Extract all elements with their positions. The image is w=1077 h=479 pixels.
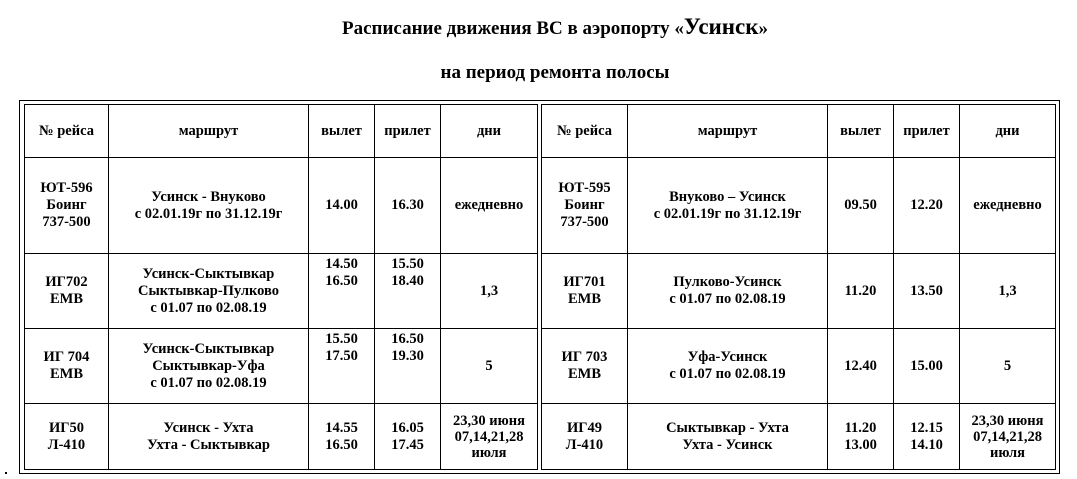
departure-cell <box>309 404 375 470</box>
table-row <box>25 254 538 329</box>
title-city: Усинск <box>683 14 759 39</box>
header-arrival: прилет <box>375 105 441 158</box>
flight-line: ИГ 704 <box>43 349 90 365</box>
departure-line: 16.50 <box>325 436 358 453</box>
route-line: с 01.07 по 02.08.19 <box>669 291 786 307</box>
flight-cell <box>25 329 109 404</box>
arrival-line: 15.50 <box>391 256 424 272</box>
departure-cell <box>309 254 375 329</box>
header-arrival: прилет <box>894 105 960 158</box>
days-line: 1,3 <box>998 282 1017 299</box>
table-row <box>25 158 538 254</box>
arrival-cell <box>375 329 441 404</box>
departure-line: 12.40 <box>844 357 877 374</box>
flight-line: 737-500 <box>560 214 609 230</box>
arrival-line: 16.05 <box>391 419 424 436</box>
route-line: с 02.01.19г по 31.12.19г <box>134 205 283 222</box>
header-flight: № рейса <box>542 105 628 158</box>
table-row <box>542 329 1056 404</box>
route-cell <box>628 329 828 404</box>
days-line: 5 <box>485 357 493 374</box>
arrival-line: 18.40 <box>391 273 424 289</box>
arrival-cell <box>375 158 441 254</box>
arrival-line: 15.00 <box>910 357 943 374</box>
days-cell <box>441 404 538 470</box>
route-cell <box>628 254 828 329</box>
flight-line: Боинг <box>46 197 87 213</box>
departure-cell <box>828 158 894 254</box>
arrival-line: 16.30 <box>391 197 424 213</box>
page-title <box>0 14 1077 40</box>
table-row <box>542 404 1056 470</box>
route-line: с 02.01.19г по 31.12.19г <box>653 205 802 222</box>
days-cell <box>960 329 1056 404</box>
route-cell <box>109 158 309 254</box>
flight-line: ЕМВ <box>49 366 84 382</box>
route-line: Уфа-Усинск <box>687 349 768 365</box>
route-line: с 01.07 по 02.08.19 <box>150 299 267 316</box>
days-cell <box>441 158 538 254</box>
arrival-line: 12.20 <box>910 197 943 213</box>
flight-cell <box>542 254 628 329</box>
departure-line: 15.50 <box>325 331 358 347</box>
arrival-line: 17.45 <box>391 436 424 453</box>
days-cell <box>441 254 538 329</box>
days-cell <box>960 254 1056 329</box>
table-row <box>542 158 1056 254</box>
flight-line: ИГ50 <box>48 419 84 436</box>
flight-line: ИГ 703 <box>561 349 608 365</box>
flight-cell <box>25 404 109 470</box>
arrival-cell <box>894 404 960 470</box>
flight-cell <box>542 404 628 470</box>
flight-line: ИГ701 <box>563 274 606 290</box>
departure-cell <box>309 329 375 404</box>
header-route: маршрут <box>628 105 828 158</box>
flight-line: 737-500 <box>42 214 91 230</box>
flight-cell <box>25 254 109 329</box>
route-line: Усинск-Сыктывкар <box>142 340 275 357</box>
flight-line: ЕМВ <box>49 291 84 307</box>
arrival-line: 12.15 <box>910 419 943 436</box>
table-header-row <box>25 105 538 158</box>
departure-cell <box>828 404 894 470</box>
arrival-line: 19.30 <box>391 348 424 364</box>
flight-cell <box>542 158 628 254</box>
flight-line: ЕМВ <box>567 291 602 307</box>
departure-line: 16.50 <box>325 273 358 289</box>
route-line: Сыктывкар-Уфа <box>152 357 265 374</box>
departure-line: 11.20 <box>844 419 877 436</box>
arrival-line: 13.50 <box>910 282 943 299</box>
header-route: маршрут <box>109 105 309 158</box>
departure-cell <box>828 329 894 404</box>
departures-table <box>24 104 538 470</box>
arrival-line: 14.10 <box>910 436 943 453</box>
route-line: Внуково – Усинск <box>669 188 786 205</box>
arrival-cell <box>894 158 960 254</box>
departure-cell <box>309 158 375 254</box>
days-line: 1,3 <box>479 282 499 299</box>
days-cell <box>960 158 1056 254</box>
route-line: Ухта - Усинск <box>682 436 773 453</box>
route-line: Усинск - Внуково <box>151 188 266 205</box>
days-cell <box>441 329 538 404</box>
arrivals-table <box>541 104 1056 470</box>
page-subtitle: на период ремонта полосы <box>440 62 670 83</box>
departure-line: 14.00 <box>325 197 358 213</box>
flight-line: Л-410 <box>47 436 86 453</box>
departure-line: 17.50 <box>325 348 358 364</box>
route-cell <box>628 404 828 470</box>
route-line: Усинск-Сыктывкар <box>142 265 275 282</box>
route-cell <box>628 158 828 254</box>
header-days: дни <box>441 105 538 158</box>
flight-line: ЮТ-595 <box>558 180 611 196</box>
arrival-line: 16.50 <box>391 331 424 347</box>
title-prefix: Расписание движения ВС в аэропорту « <box>342 18 684 39</box>
table-row <box>25 404 538 470</box>
header-days: дни <box>960 105 1056 158</box>
arrival-cell <box>894 254 960 329</box>
days-line: июля <box>471 444 507 461</box>
departure-line: 13.00 <box>844 436 877 453</box>
days-cell <box>960 404 1056 470</box>
flight-line: ИГ702 <box>45 274 88 290</box>
departure-line: 14.55 <box>325 419 358 436</box>
flight-line: ИГ49 <box>566 419 602 436</box>
route-line: с 01.07 по 02.08.19 <box>669 366 786 382</box>
arrival-cell <box>375 254 441 329</box>
route-cell <box>109 254 309 329</box>
flight-line: Боинг <box>564 197 605 213</box>
route-line: Пулково-Усинск <box>673 274 782 290</box>
flight-cell <box>25 158 109 254</box>
header-departure: вылет <box>828 105 894 158</box>
departure-line: 11.20 <box>844 282 877 299</box>
route-line: Усинск - Ухта <box>163 419 254 436</box>
days-line: 5 <box>1003 357 1012 374</box>
title-suffix: » <box>758 18 768 39</box>
departure-cell <box>828 254 894 329</box>
header-departure: вылет <box>309 105 375 158</box>
days-line: ежедневно <box>454 197 524 213</box>
flight-line: Л-410 <box>565 436 604 453</box>
days-line: 07,14,21,28 <box>973 428 1042 445</box>
header-flight: № рейса <box>25 105 109 158</box>
days-line: июля <box>989 444 1026 461</box>
table-row <box>25 329 538 404</box>
route-line: Сыктывкар-Пулково <box>137 282 280 299</box>
departure-line: 09.50 <box>844 197 877 213</box>
route-cell <box>109 329 309 404</box>
route-line: с 01.07 по 02.08.19 <box>150 374 267 391</box>
table-row <box>542 254 1056 329</box>
route-cell <box>109 404 309 470</box>
scan-dot <box>5 472 7 474</box>
days-line: 23,30 июня <box>453 412 525 429</box>
days-line: ежедневно <box>973 197 1042 213</box>
flight-line: ЕМВ <box>567 366 602 382</box>
arrival-cell <box>375 404 441 470</box>
departure-line: 14.50 <box>325 256 358 272</box>
flight-line: ЮТ-596 <box>40 180 93 196</box>
route-line: Сыктывкар - Ухта <box>666 419 789 436</box>
days-line: 07,14,21,28 <box>454 428 524 445</box>
days-line: 23,30 июня <box>971 412 1044 429</box>
flight-cell <box>542 329 628 404</box>
table-header-row <box>542 105 1056 158</box>
route-line: Ухта - Сыктывкар <box>147 436 270 453</box>
arrival-cell <box>894 329 960 404</box>
